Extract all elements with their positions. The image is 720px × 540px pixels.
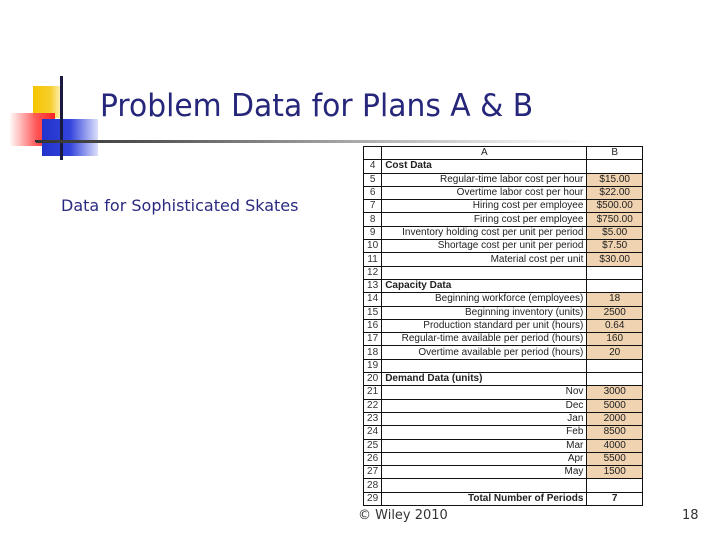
input-value-cell: 20 — [587, 346, 643, 359]
table-row — [364, 399, 643, 412]
row-number: 8 — [364, 213, 382, 226]
row-number: 29 — [364, 492, 382, 505]
row-number: 13 — [364, 279, 382, 292]
table-row — [364, 200, 643, 213]
table-row — [364, 386, 643, 399]
input-value-cell: 8500 — [587, 426, 643, 439]
row-number: 11 — [364, 253, 382, 266]
label-cell: Regular-time labor cost per hour — [382, 173, 587, 186]
row-number: 20 — [364, 373, 382, 386]
row-number: 14 — [364, 293, 382, 306]
title-underline-divider — [36, 140, 596, 143]
page-number: 18 — [682, 508, 699, 523]
table-row — [364, 319, 643, 332]
label-cell: Beginning workforce (employees) — [382, 293, 587, 306]
logo-blue-square — [42, 119, 98, 156]
slide-subtitle: Data for Sophisticated Skates — [61, 196, 299, 215]
row-number: 10 — [364, 240, 382, 253]
spreadsheet-table — [363, 146, 643, 506]
label-cell: Production standard per unit (hours) — [382, 319, 587, 332]
row-number: 24 — [364, 426, 382, 439]
input-value-cell: $750.00 — [587, 213, 643, 226]
table-row — [364, 346, 643, 359]
value-cell — [587, 359, 643, 372]
corner-cell — [364, 147, 382, 160]
value-cell — [587, 279, 643, 292]
input-value-cell: 3000 — [587, 386, 643, 399]
label-cell: Material cost per unit — [382, 253, 587, 266]
row-number: 17 — [364, 333, 382, 346]
section-header-cell: Capacity Data — [382, 279, 587, 292]
row-number: 27 — [364, 466, 382, 479]
label-cell: Shortage cost per unit per period — [382, 240, 587, 253]
table-row — [364, 279, 643, 292]
table-row — [364, 373, 643, 386]
label-cell: Beginning inventory (units) — [382, 306, 587, 319]
label-cell: Firing cost per employee — [382, 213, 587, 226]
row-number: 12 — [364, 266, 382, 279]
input-value-cell: $500.00 — [587, 200, 643, 213]
table-row — [364, 452, 643, 465]
input-value-cell: 4000 — [587, 439, 643, 452]
row-number: 25 — [364, 439, 382, 452]
label-cell: Apr — [382, 452, 587, 465]
label-cell — [382, 359, 587, 372]
label-cell: Overtime available per period (hours) — [382, 346, 587, 359]
row-number: 26 — [364, 452, 382, 465]
column-header-b: B — [587, 147, 643, 160]
table-row — [364, 412, 643, 425]
value-cell — [587, 373, 643, 386]
row-number: 19 — [364, 359, 382, 372]
input-value-cell: 5500 — [587, 452, 643, 465]
label-cell: Nov — [382, 386, 587, 399]
section-header-cell: Demand Data (units) — [382, 373, 587, 386]
row-number: 16 — [364, 319, 382, 332]
row-number: 9 — [364, 226, 382, 239]
value-cell — [587, 160, 643, 173]
table-row — [364, 426, 643, 439]
table-row — [364, 213, 643, 226]
table-row — [364, 466, 643, 479]
input-value-cell: 2500 — [587, 306, 643, 319]
table-row — [364, 266, 643, 279]
label-cell: Total Number of Periods — [382, 492, 587, 505]
table-row — [364, 492, 643, 505]
row-number: 23 — [364, 412, 382, 425]
row-number: 15 — [364, 306, 382, 319]
label-cell: Overtime labor cost per hour — [382, 186, 587, 199]
table-row — [364, 359, 643, 372]
input-value-cell: 1500 — [587, 466, 643, 479]
input-value-cell: 160 — [587, 333, 643, 346]
table-row — [364, 173, 643, 186]
row-number: 22 — [364, 399, 382, 412]
table-row — [364, 240, 643, 253]
label-cell — [382, 266, 587, 279]
table-row — [364, 186, 643, 199]
table-row — [364, 306, 643, 319]
table-row — [364, 253, 643, 266]
row-number: 28 — [364, 479, 382, 492]
input-value-cell: $22.00 — [587, 186, 643, 199]
value-cell — [587, 266, 643, 279]
label-cell: Dec — [382, 399, 587, 412]
row-number: 21 — [364, 386, 382, 399]
row-number: 4 — [364, 160, 382, 173]
input-value-cell: 18 — [587, 293, 643, 306]
label-cell: Feb — [382, 426, 587, 439]
label-cell — [382, 479, 587, 492]
label-cell: May — [382, 466, 587, 479]
section-header-cell: Cost Data — [382, 160, 587, 173]
input-value-cell: $5.00 — [587, 226, 643, 239]
table-row — [364, 333, 643, 346]
slide-title: Problem Data for Plans A & B — [100, 88, 534, 124]
logo-vertical-line — [60, 76, 63, 160]
column-header-row — [364, 147, 643, 160]
input-value-cell: $7.50 — [587, 240, 643, 253]
input-value-cell: $30.00 — [587, 253, 643, 266]
input-value-cell: 5000 — [587, 399, 643, 412]
row-number: 18 — [364, 346, 382, 359]
label-cell: Jan — [382, 412, 587, 425]
label-cell: Inventory holding cost per unit per period — [382, 226, 587, 239]
input-value-cell: 0.64 — [587, 319, 643, 332]
table-row — [364, 479, 643, 492]
table-row — [364, 160, 643, 173]
value-cell — [587, 479, 643, 492]
row-number: 5 — [364, 173, 382, 186]
table-row — [364, 439, 643, 452]
slide-logo-decoration — [0, 70, 110, 165]
row-number: 6 — [364, 186, 382, 199]
input-value-cell: 2000 — [587, 412, 643, 425]
input-value-cell: $15.00 — [587, 173, 643, 186]
value-cell: 7 — [587, 492, 643, 505]
column-header-a: A — [382, 147, 587, 160]
table-row — [364, 226, 643, 239]
table-row — [364, 293, 643, 306]
label-cell: Hiring cost per employee — [382, 200, 587, 213]
copyright-footer: © Wiley 2010 — [358, 508, 448, 523]
label-cell: Mar — [382, 439, 587, 452]
row-number: 7 — [364, 200, 382, 213]
label-cell: Regular-time available per period (hours) — [382, 333, 587, 346]
